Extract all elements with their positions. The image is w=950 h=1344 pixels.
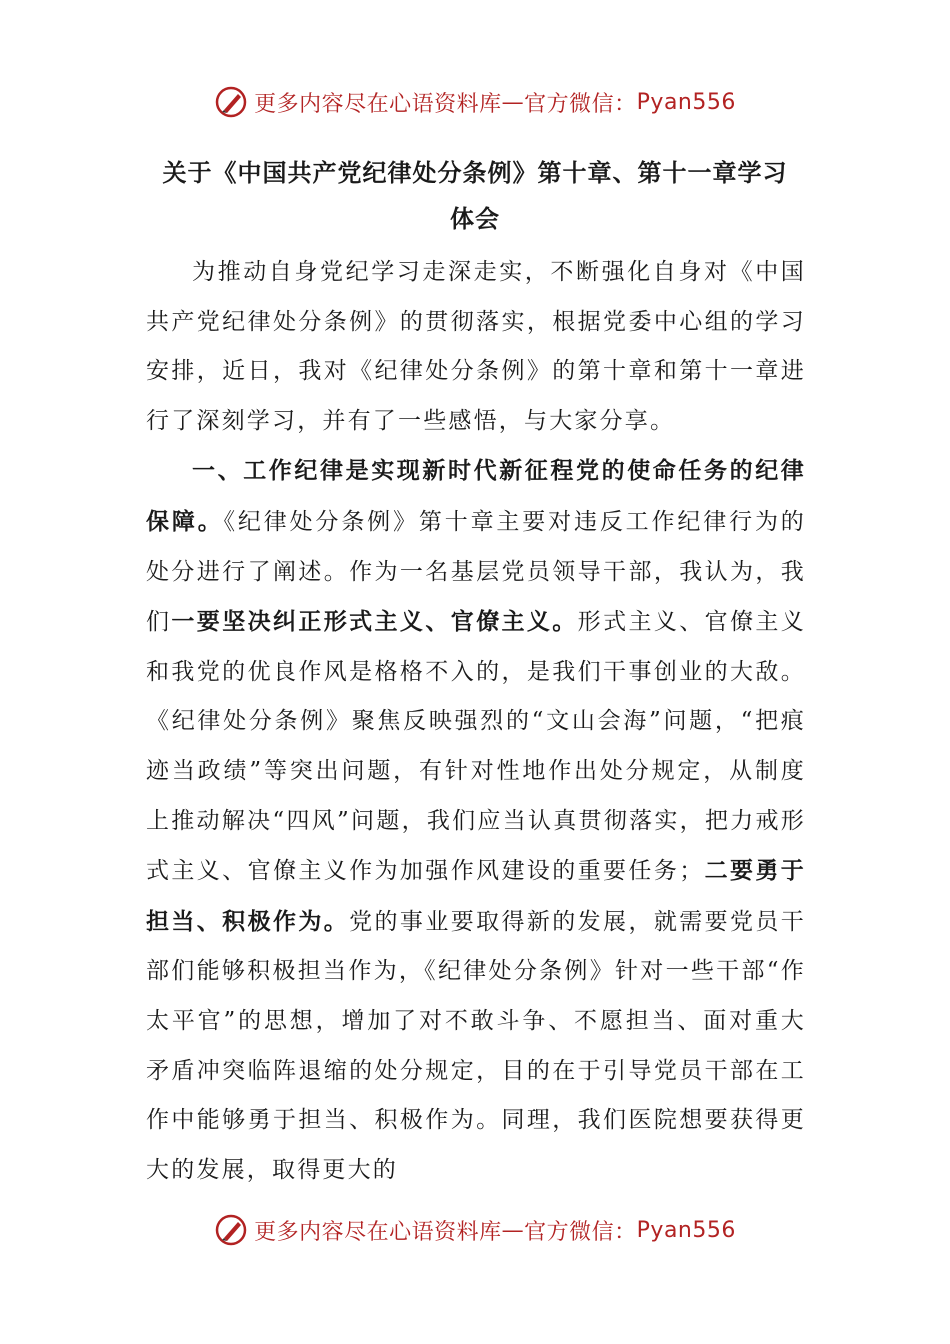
banner-text: 更多内容尽在心语资料库 xyxy=(254,91,502,117)
section-1-text-b: 形式主义、官僚主义和我党的优良作风是格格不入的，是我们干事创业的大敌。《纪律处分条例》聚焦反映强烈的“文山会海”问题，“把痕迹当政绩”等突出问题，有针对性地作出处分规定，从制度上推动解决“四风”问题，我们应当认真贯彻落实，把力戒形式主义、官僚主义作为加强作风建设的重要任务； xyxy=(146,609,807,885)
point-2-bold: 二要勇于担当、积极作为。 xyxy=(146,857,806,935)
pen-logo-icon xyxy=(214,85,248,119)
banner-text: 更多内容尽在心语资料库 xyxy=(254,1219,502,1245)
section-1-text-c: 党的事业要取得新的发展，就需要党员干部们能够积极担当作为，《纪律处分条例》针对一些干部“作太平官”的思想，增加了对不敢斗争、不愿担当、面对重大矛盾冲突临阵退缩的处分规定，目的在于引导党员干部在工作中能够勇于担当、积极作为。同理，我们医院想要获得更大的发展，取得更大的 xyxy=(146,908,806,1183)
banner-wechat-label: 官方微信： xyxy=(524,91,637,117)
footer-banner xyxy=(0,1210,950,1250)
document-body xyxy=(146,248,806,1195)
banner-dash: — xyxy=(501,1217,525,1243)
section-1-paragraph xyxy=(146,446,806,1195)
banner-wechat-id: Pyan556 xyxy=(636,89,736,115)
header-banner xyxy=(0,82,950,122)
banner-dash: — xyxy=(501,89,525,115)
banner-wechat-id: Pyan556 xyxy=(636,1217,736,1243)
section-1-text-a: 《纪律处分条例》第十章主要对违反工作纪律行为的处分进行了阐述。作为一名基层党员领导干部，我认为，我们 xyxy=(146,508,806,636)
title-line-1: 关于《中国共产党纪律处分条例》第十章、第十一章学习 xyxy=(162,158,788,187)
point-1-bold: 一要坚决纠正形式主义、官僚主义。 xyxy=(171,608,578,636)
document-title xyxy=(120,150,830,242)
banner-wechat-label: 官方微信： xyxy=(524,1219,637,1245)
title-line-2: 体会 xyxy=(450,204,500,233)
section-1-heading: 一、工作纪律是实现新时代新征程党的使命任务的纪律保障。 xyxy=(146,457,806,535)
intro-paragraph: 为推动自身党纪学习走深走实，不断强化自身对《中国共产党纪律处分条例》的贯彻落实，根据党委中心组的学习安排，近日，我对《纪律处分条例》的第十章和第十一章进行了深刻学习，并有了一些感悟，与大家分享。 xyxy=(146,259,806,434)
pen-logo-icon xyxy=(214,1213,248,1247)
